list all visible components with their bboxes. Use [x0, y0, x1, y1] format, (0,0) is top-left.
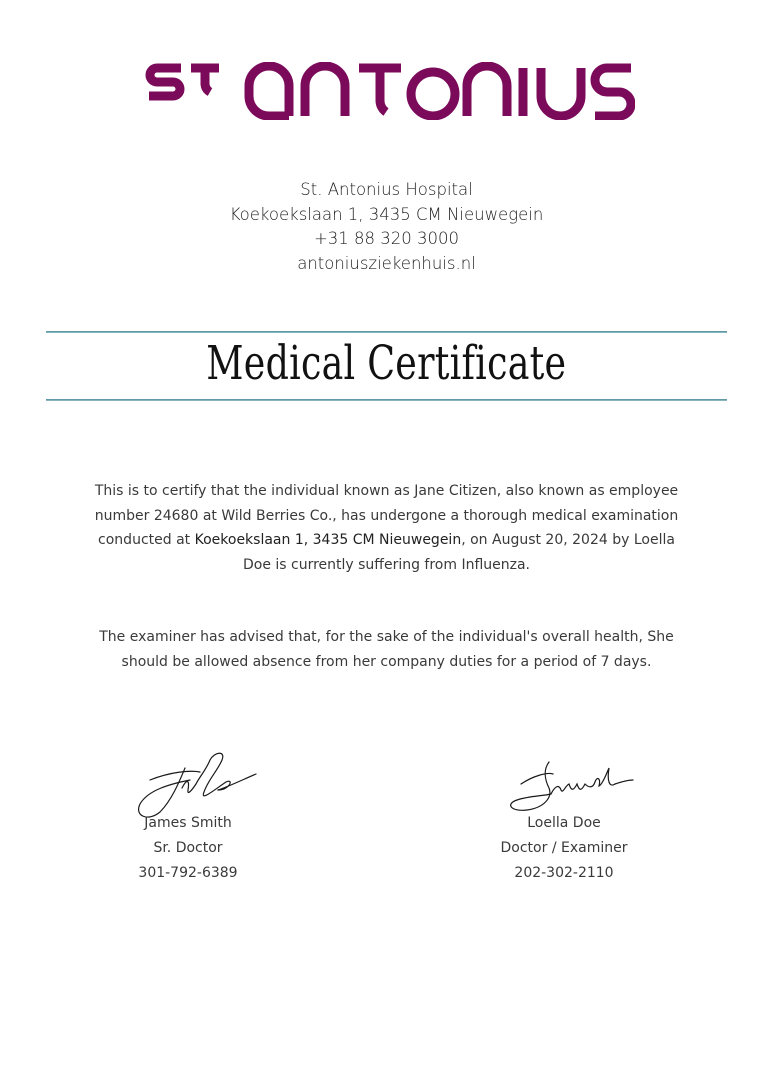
- signer-phone: 202-302-2110: [514, 865, 614, 881]
- hospital-logo: [145, 62, 635, 120]
- signature-loella-doe-icon: [503, 758, 638, 816]
- st-antonius-logo-icon: [145, 62, 635, 120]
- certification-paragraph: [86, 479, 687, 577]
- certification-text-part2: , on August 20, 2024 by Loella Doe is currently suffering from Influenza.: [242, 532, 675, 573]
- document-title: [0, 333, 773, 395]
- certification-text-part1: This is to certify that the individual known as Jane Citizen, also known as employee number 24680 at Wild Berries Co., has undergone a thorough medical examination conducted at: [94, 483, 679, 548]
- signer-title: Sr. Doctor: [153, 840, 223, 856]
- hospital-contact-block: [0, 178, 773, 276]
- hospital-address: Koekoekslaan 1, 3435 CM Nieuwegein: [229, 204, 544, 224]
- signer-title: Doctor / Examiner: [500, 840, 628, 856]
- signer-block-loella-doe: [484, 811, 644, 886]
- signer-block-james-smith: [108, 811, 268, 886]
- title-rule-bottom: [46, 399, 727, 401]
- hospital-name: St. Antonius Hospital: [300, 180, 473, 199]
- signer-name: James Smith: [144, 815, 232, 831]
- hospital-phone: +31 88 320 3000: [313, 229, 460, 248]
- examination-address: Koekoekslaan 1, 3435 CM Nieuwegein: [194, 532, 462, 548]
- document-title-text: Medical Certificate: [206, 336, 567, 391]
- hospital-website: antoniusziekenhuis.nl: [297, 253, 476, 273]
- signer-name: Loella Doe: [527, 815, 601, 831]
- recommendation-paragraph: The examiner has advised that, for the sake of the individual's overall health, She should be allowed absence from her company duties for a period of 7 days.: [99, 629, 674, 670]
- signer-phone: 301-792-6389: [138, 865, 238, 881]
